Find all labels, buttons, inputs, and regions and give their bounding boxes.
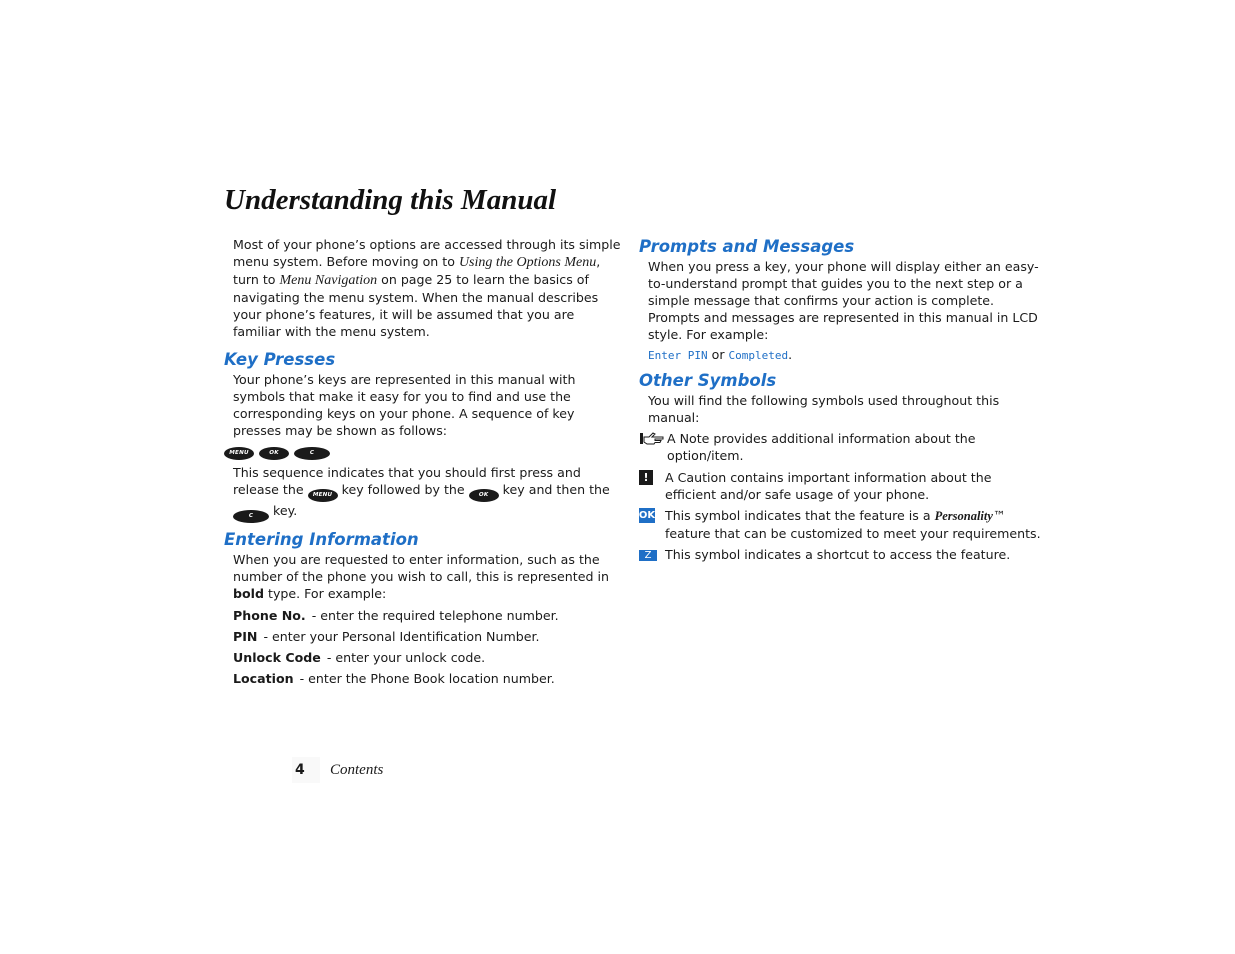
lcd-message-example: Completed	[728, 349, 789, 362]
right-column	[639, 236, 1044, 563]
entering-text-1: When you are requested to enter information, such as the number of the phone you wish to call, this is represented in	[233, 552, 609, 584]
ok-badge-icon: OK	[638, 510, 656, 521]
left-column	[224, 236, 624, 687]
other-symbols-paragraph: You will find the following symbols used throughout this manual:	[648, 393, 1000, 425]
intro-text-3: on page 25 to learn the basics of navigating the menu system. When the manual describes your phone’s features, it will be assumed that you are familiar with the menu system.	[233, 272, 599, 339]
personality-symbol-row	[639, 507, 1044, 542]
prompts-messages-heading: Prompts and Messages	[639, 237, 855, 256]
personality-word: Personality	[934, 509, 993, 523]
lcd-prompt-example: Enter PIN	[648, 349, 708, 362]
item-desc: - enter your unlock code.	[326, 650, 486, 665]
key-presses-paragraph: Your phone’s keys are represented in this manual with symbols that make it easy for you to find and use the corresponding keys on your phone. A sequence of key presses may be shown as follows:	[233, 372, 576, 438]
page-title: Understanding this Manual	[224, 184, 557, 216]
period-text: .	[788, 347, 793, 362]
entering-information-paragraph	[233, 551, 624, 602]
clear-key-icon: C	[294, 447, 330, 460]
intro-text-2: , turn to	[233, 254, 601, 287]
exclamation-icon: !	[639, 470, 653, 485]
menu-key-icon: MENU	[308, 489, 338, 502]
sequence-text-3: key and then the	[498, 482, 610, 497]
personality-text-2: ™ feature that can be customized to meet your requirements.	[665, 508, 1041, 541]
note-text: A Note provides additional information about the option/item.	[667, 431, 976, 463]
list-item	[233, 649, 624, 666]
key-sequence-explanation	[233, 464, 624, 523]
options-menu-reference: Using the Options Menu	[458, 255, 597, 270]
key-presses-heading: Key Presses	[224, 350, 336, 369]
or-text: or	[707, 347, 729, 362]
pointing-hand-icon	[639, 431, 667, 446]
item-term: Location	[233, 671, 294, 686]
intro-paragraph	[233, 236, 624, 340]
list-item	[233, 607, 624, 624]
item-term: Phone No.	[233, 608, 306, 623]
caution-text: A Caution contains important information about the efficient and/or safe usage of your phone.	[665, 470, 992, 502]
intro-text-1: Most of your phone’s options are accessed through its simple menu system. Before moving on to	[233, 237, 621, 269]
list-item	[233, 628, 624, 645]
menu-key-icon: MENU	[224, 447, 254, 460]
bold-word: bold	[233, 586, 264, 601]
footer-section-name: Contents	[330, 761, 384, 778]
ok-key-icon: OK	[469, 489, 499, 502]
personality-text-1: This symbol indicates that the feature is a	[665, 508, 935, 523]
item-desc: - enter the Phone Book location number.	[299, 671, 555, 686]
shortcut-icon: Z	[639, 550, 657, 561]
sequence-text-4: key.	[269, 503, 298, 518]
shortcut-text: This symbol indicates a shortcut to access the feature.	[665, 547, 1011, 562]
entering-text-2: type. For example:	[264, 586, 387, 601]
personality-text	[665, 507, 1044, 542]
item-term: PIN	[233, 629, 258, 644]
page-footer	[292, 757, 383, 783]
shortcut-symbol-row	[639, 546, 1044, 563]
key-sequence	[224, 447, 624, 460]
item-desc: - enter the required telephone number.	[311, 608, 559, 623]
clear-key-icon: C	[233, 510, 269, 523]
ok-key-icon: OK	[259, 447, 289, 460]
other-symbols-heading: Other Symbols	[639, 371, 777, 390]
lcd-example	[648, 346, 1044, 364]
pointing-hand-icon-graphic	[639, 431, 667, 446]
page-number: 4	[292, 757, 320, 783]
prompts-messages-paragraph: When you press a key, your phone will display either an easy-to-understand prompt that guides you to the next step or a simple message that confirms your action is complete. Prompts and messages are represented in this manual in LCD style. For example:	[648, 259, 1039, 342]
list-item	[233, 670, 624, 687]
note-symbol-row	[639, 430, 1044, 464]
menu-navigation-reference: Menu Navigation	[279, 273, 378, 288]
caution-symbol-row	[639, 469, 1044, 503]
sequence-text-2: key followed by the	[337, 482, 469, 497]
item-term: Unlock Code	[233, 650, 321, 665]
item-desc: - enter your Personal Identification Number.	[263, 629, 540, 644]
sequence-text-1: This sequence indicates that you should first press and release the	[233, 465, 581, 497]
entering-information-heading: Entering Information	[224, 530, 419, 549]
